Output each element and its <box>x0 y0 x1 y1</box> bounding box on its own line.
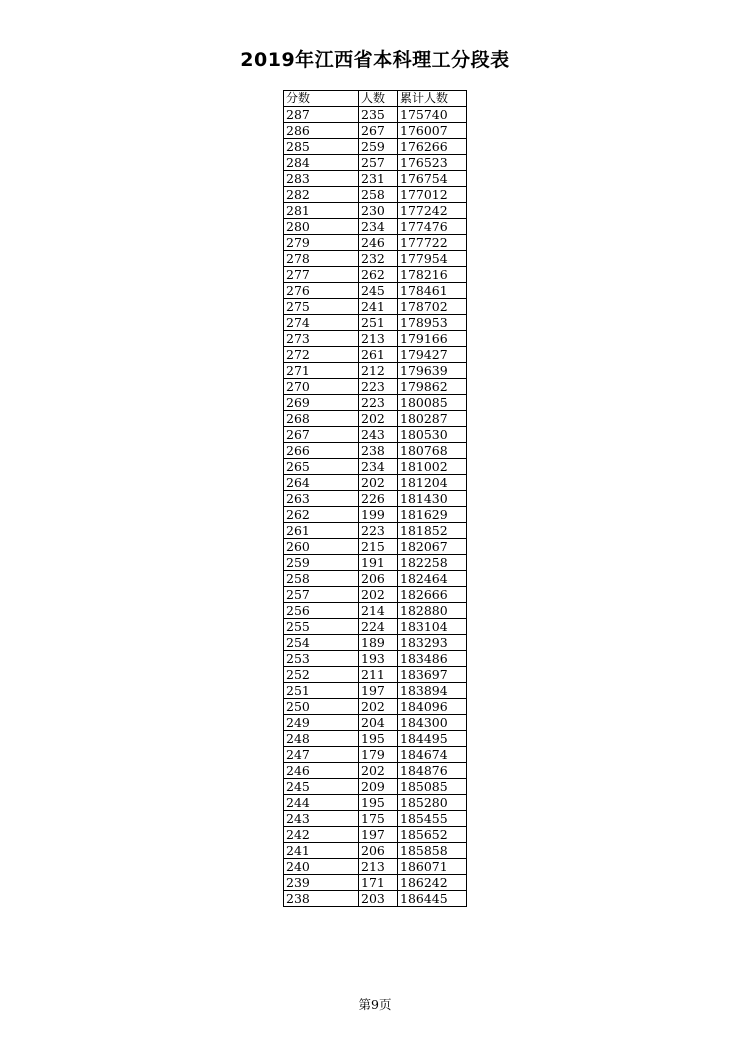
table-row <box>284 507 467 523</box>
cell-cumulative: 181204 <box>398 475 467 491</box>
table-row <box>284 379 467 395</box>
cell-cumulative: 184300 <box>398 715 467 731</box>
table-row <box>284 315 467 331</box>
cell-count: 206 <box>359 843 398 859</box>
cell-cumulative: 177722 <box>398 235 467 251</box>
cell-cumulative: 176523 <box>398 155 467 171</box>
table-row <box>284 331 467 347</box>
cell-count: 209 <box>359 779 398 795</box>
table-header <box>284 91 467 107</box>
cell-cumulative: 183104 <box>398 619 467 635</box>
cell-count: 246 <box>359 235 398 251</box>
table-row <box>284 475 467 491</box>
page-number: 第9页 <box>358 997 392 1012</box>
table-row <box>284 715 467 731</box>
cell-score: 252 <box>284 667 359 683</box>
cell-score: 278 <box>284 251 359 267</box>
cell-score: 274 <box>284 315 359 331</box>
cell-score: 286 <box>284 123 359 139</box>
cell-count: 203 <box>359 891 398 907</box>
cell-cumulative: 179862 <box>398 379 467 395</box>
table-row <box>284 731 467 747</box>
cell-score: 258 <box>284 571 359 587</box>
cell-score: 244 <box>284 795 359 811</box>
cell-score: 240 <box>284 859 359 875</box>
cell-cumulative: 185085 <box>398 779 467 795</box>
table-row <box>284 859 467 875</box>
cell-count: 202 <box>359 411 398 427</box>
table-row <box>284 667 467 683</box>
table-row <box>284 763 467 779</box>
table-row <box>284 123 467 139</box>
header-score: 分数 <box>284 91 359 107</box>
cell-count: 259 <box>359 139 398 155</box>
cell-count: 191 <box>359 555 398 571</box>
cell-score: 285 <box>284 139 359 155</box>
cell-cumulative: 181430 <box>398 491 467 507</box>
cell-score: 279 <box>284 235 359 251</box>
cell-score: 282 <box>284 187 359 203</box>
cell-cumulative: 178702 <box>398 299 467 315</box>
cell-score: 243 <box>284 811 359 827</box>
table-row <box>284 523 467 539</box>
cell-count: 215 <box>359 539 398 555</box>
cell-cumulative: 181002 <box>398 459 467 475</box>
cell-count: 202 <box>359 763 398 779</box>
table-row <box>284 539 467 555</box>
cell-cumulative: 185652 <box>398 827 467 843</box>
cell-count: 213 <box>359 859 398 875</box>
table-row <box>284 267 467 283</box>
cell-count: 223 <box>359 523 398 539</box>
score-distribution-table <box>283 90 467 907</box>
cell-cumulative: 176007 <box>398 123 467 139</box>
header-cumulative: 累计人数 <box>398 91 467 107</box>
cell-score: 271 <box>284 363 359 379</box>
cell-cumulative: 177476 <box>398 219 467 235</box>
cell-count: 251 <box>359 315 398 331</box>
table-row <box>284 107 467 123</box>
table-row <box>284 683 467 699</box>
table-row <box>284 619 467 635</box>
cell-count: 189 <box>359 635 398 651</box>
cell-score: 261 <box>284 523 359 539</box>
cell-cumulative: 181629 <box>398 507 467 523</box>
table-body <box>284 107 467 907</box>
table-row <box>284 827 467 843</box>
cell-count: 195 <box>359 731 398 747</box>
cell-cumulative: 177954 <box>398 251 467 267</box>
table-row <box>284 299 467 315</box>
cell-count: 243 <box>359 427 398 443</box>
cell-count: 214 <box>359 603 398 619</box>
cell-count: 234 <box>359 219 398 235</box>
cell-cumulative: 180530 <box>398 427 467 443</box>
cell-cumulative: 179639 <box>398 363 467 379</box>
cell-count: 197 <box>359 827 398 843</box>
table-row <box>284 411 467 427</box>
cell-score: 256 <box>284 603 359 619</box>
cell-score: 281 <box>284 203 359 219</box>
cell-count: 202 <box>359 699 398 715</box>
table-row <box>284 171 467 187</box>
header-row <box>284 91 467 107</box>
cell-count: 262 <box>359 267 398 283</box>
table-row <box>284 155 467 171</box>
table-row <box>284 795 467 811</box>
table-row <box>284 811 467 827</box>
table-row <box>284 875 467 891</box>
cell-score: 254 <box>284 635 359 651</box>
cell-cumulative: 182067 <box>398 539 467 555</box>
cell-score: 283 <box>284 171 359 187</box>
cell-cumulative: 183697 <box>398 667 467 683</box>
cell-cumulative: 175740 <box>398 107 467 123</box>
cell-score: 257 <box>284 587 359 603</box>
cell-cumulative: 184096 <box>398 699 467 715</box>
cell-count: 230 <box>359 203 398 219</box>
cell-score: 275 <box>284 299 359 315</box>
cell-count: 241 <box>359 299 398 315</box>
cell-cumulative: 178461 <box>398 283 467 299</box>
table-row <box>284 203 467 219</box>
cell-score: 248 <box>284 731 359 747</box>
cell-cumulative: 181852 <box>398 523 467 539</box>
cell-count: 257 <box>359 155 398 171</box>
table-row <box>284 459 467 475</box>
page-title: 2019年江西省本科理工分段表 <box>240 49 510 71</box>
cell-count: 211 <box>359 667 398 683</box>
cell-cumulative: 182880 <box>398 603 467 619</box>
cell-cumulative: 179166 <box>398 331 467 347</box>
cell-cumulative: 177012 <box>398 187 467 203</box>
cell-cumulative: 179427 <box>398 347 467 363</box>
table-row <box>284 139 467 155</box>
cell-score: 250 <box>284 699 359 715</box>
cell-count: 202 <box>359 587 398 603</box>
cell-score: 284 <box>284 155 359 171</box>
cell-count: 193 <box>359 651 398 667</box>
table-row <box>284 251 467 267</box>
cell-score: 262 <box>284 507 359 523</box>
cell-cumulative: 183293 <box>398 635 467 651</box>
cell-count: 175 <box>359 811 398 827</box>
table-row <box>284 395 467 411</box>
cell-score: 267 <box>284 427 359 443</box>
cell-cumulative: 180768 <box>398 443 467 459</box>
cell-score: 280 <box>284 219 359 235</box>
cell-count: 202 <box>359 475 398 491</box>
header-count: 人数 <box>359 91 398 107</box>
table-row <box>284 283 467 299</box>
cell-cumulative: 183894 <box>398 683 467 699</box>
cell-count: 238 <box>359 443 398 459</box>
table-row <box>284 699 467 715</box>
cell-count: 245 <box>359 283 398 299</box>
table-row <box>284 235 467 251</box>
cell-score: 251 <box>284 683 359 699</box>
cell-score: 246 <box>284 763 359 779</box>
cell-score: 263 <box>284 491 359 507</box>
cell-count: 235 <box>359 107 398 123</box>
cell-cumulative: 186242 <box>398 875 467 891</box>
cell-cumulative: 176754 <box>398 171 467 187</box>
cell-score: 253 <box>284 651 359 667</box>
cell-cumulative: 184495 <box>398 731 467 747</box>
cell-score: 268 <box>284 411 359 427</box>
cell-cumulative: 185858 <box>398 843 467 859</box>
cell-count: 199 <box>359 507 398 523</box>
table-row <box>284 779 467 795</box>
cell-cumulative: 177242 <box>398 203 467 219</box>
cell-cumulative: 183486 <box>398 651 467 667</box>
cell-score: 241 <box>284 843 359 859</box>
cell-count: 195 <box>359 795 398 811</box>
cell-count: 223 <box>359 395 398 411</box>
cell-cumulative: 180085 <box>398 395 467 411</box>
table-row <box>284 427 467 443</box>
cell-score: 260 <box>284 539 359 555</box>
cell-score: 277 <box>284 267 359 283</box>
table-row <box>284 571 467 587</box>
table-row <box>284 843 467 859</box>
cell-score: 242 <box>284 827 359 843</box>
cell-count: 213 <box>359 331 398 347</box>
table-row <box>284 587 467 603</box>
table-row <box>284 443 467 459</box>
cell-cumulative: 186445 <box>398 891 467 907</box>
cell-score: 259 <box>284 555 359 571</box>
cell-cumulative: 185455 <box>398 811 467 827</box>
cell-cumulative: 178216 <box>398 267 467 283</box>
cell-count: 267 <box>359 123 398 139</box>
table-row <box>284 219 467 235</box>
cell-cumulative: 182666 <box>398 587 467 603</box>
table-row <box>284 555 467 571</box>
cell-score: 269 <box>284 395 359 411</box>
table-row <box>284 347 467 363</box>
cell-count: 171 <box>359 875 398 891</box>
cell-count: 212 <box>359 363 398 379</box>
cell-score: 270 <box>284 379 359 395</box>
cell-cumulative: 184876 <box>398 763 467 779</box>
cell-score: 276 <box>284 283 359 299</box>
cell-cumulative: 182464 <box>398 571 467 587</box>
table-row <box>284 491 467 507</box>
cell-count: 226 <box>359 491 398 507</box>
cell-score: 239 <box>284 875 359 891</box>
cell-score: 272 <box>284 347 359 363</box>
cell-count: 224 <box>359 619 398 635</box>
cell-score: 273 <box>284 331 359 347</box>
cell-count: 231 <box>359 171 398 187</box>
cell-cumulative: 186071 <box>398 859 467 875</box>
table-row <box>284 363 467 379</box>
cell-count: 197 <box>359 683 398 699</box>
cell-cumulative: 178953 <box>398 315 467 331</box>
cell-count: 206 <box>359 571 398 587</box>
cell-cumulative: 176266 <box>398 139 467 155</box>
table-row <box>284 651 467 667</box>
cell-score: 265 <box>284 459 359 475</box>
cell-score: 238 <box>284 891 359 907</box>
table-row <box>284 635 467 651</box>
cell-cumulative: 180287 <box>398 411 467 427</box>
table-row <box>284 603 467 619</box>
cell-count: 261 <box>359 347 398 363</box>
table-row <box>284 187 467 203</box>
cell-cumulative: 184674 <box>398 747 467 763</box>
cell-score: 264 <box>284 475 359 491</box>
cell-score: 245 <box>284 779 359 795</box>
cell-cumulative: 182258 <box>398 555 467 571</box>
cell-score: 266 <box>284 443 359 459</box>
cell-count: 234 <box>359 459 398 475</box>
cell-score: 287 <box>284 107 359 123</box>
cell-score: 255 <box>284 619 359 635</box>
cell-count: 179 <box>359 747 398 763</box>
cell-count: 232 <box>359 251 398 267</box>
cell-count: 258 <box>359 187 398 203</box>
cell-cumulative: 185280 <box>398 795 467 811</box>
table-row <box>284 891 467 907</box>
cell-score: 249 <box>284 715 359 731</box>
cell-score: 247 <box>284 747 359 763</box>
cell-count: 204 <box>359 715 398 731</box>
cell-count: 223 <box>359 379 398 395</box>
table-row <box>284 747 467 763</box>
